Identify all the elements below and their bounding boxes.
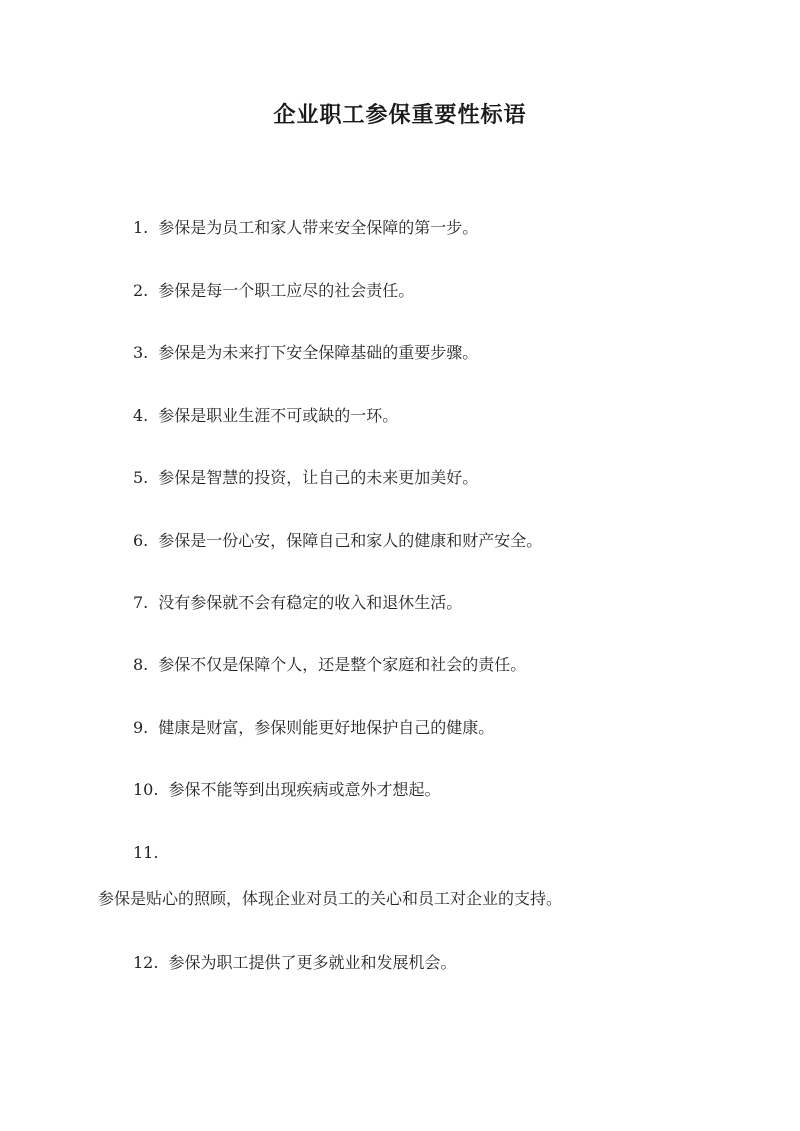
item-text: 参保是智慧的投资，让自己的未来更加美好。 [158,468,479,487]
item-text: 健康是财富，参保则能更好地保护自己的健康。 [158,718,495,737]
item-text: 参保是为未来打下安全保障基础的重要步骤。 [158,343,479,362]
item-number: 8. [133,655,149,674]
item-number: 9. [133,718,149,737]
item-number: 10. [133,780,159,799]
item-text: 参保是为员工和家人带来安全保障的第一步。 [158,218,479,237]
item-text: 参保为职工提供了更多就业和发展机会。 [168,953,457,972]
item-text: 参保是职业生涯不可或缺的一环。 [158,406,399,425]
item-number: 1. [133,218,149,237]
item-number: 6. [133,531,149,550]
list-item [133,953,456,973]
item-number: 11. [133,843,159,862]
list-item [133,218,478,238]
list-item [133,843,168,863]
list-item [133,780,440,800]
list-item-continuation [98,889,562,909]
item-text: 参保是贴心的照顾，体现企业对员工的关心和员工对企业的支持。 [98,889,563,908]
item-number: 3. [133,343,149,362]
item-number: 2. [133,281,149,300]
item-number: 5. [133,468,149,487]
item-number: 7. [133,593,149,612]
item-number: 4. [133,406,149,425]
list-item [133,655,526,675]
list-item [133,343,478,363]
list-item [133,593,462,613]
item-number: 12. [133,953,159,972]
item-text: 参保不能等到出现疾病或意外才想起。 [168,780,441,799]
item-text: 参保是每一个职工应尽的社会责任。 [158,281,415,300]
item-text: 没有参保就不会有稳定的收入和退休生活。 [158,593,463,612]
item-text: 参保不仅是保障个人，还是整个家庭和社会的责任。 [158,655,527,674]
list-item [133,718,494,738]
list-item [133,406,398,426]
page-title: 企业职工参保重要性标语 [273,102,527,128]
item-text: 参保是一份心安，保障自己和家人的健康和财产安全。 [158,531,543,550]
list-item [133,281,414,301]
list-item [133,531,542,551]
list-item [133,468,478,488]
